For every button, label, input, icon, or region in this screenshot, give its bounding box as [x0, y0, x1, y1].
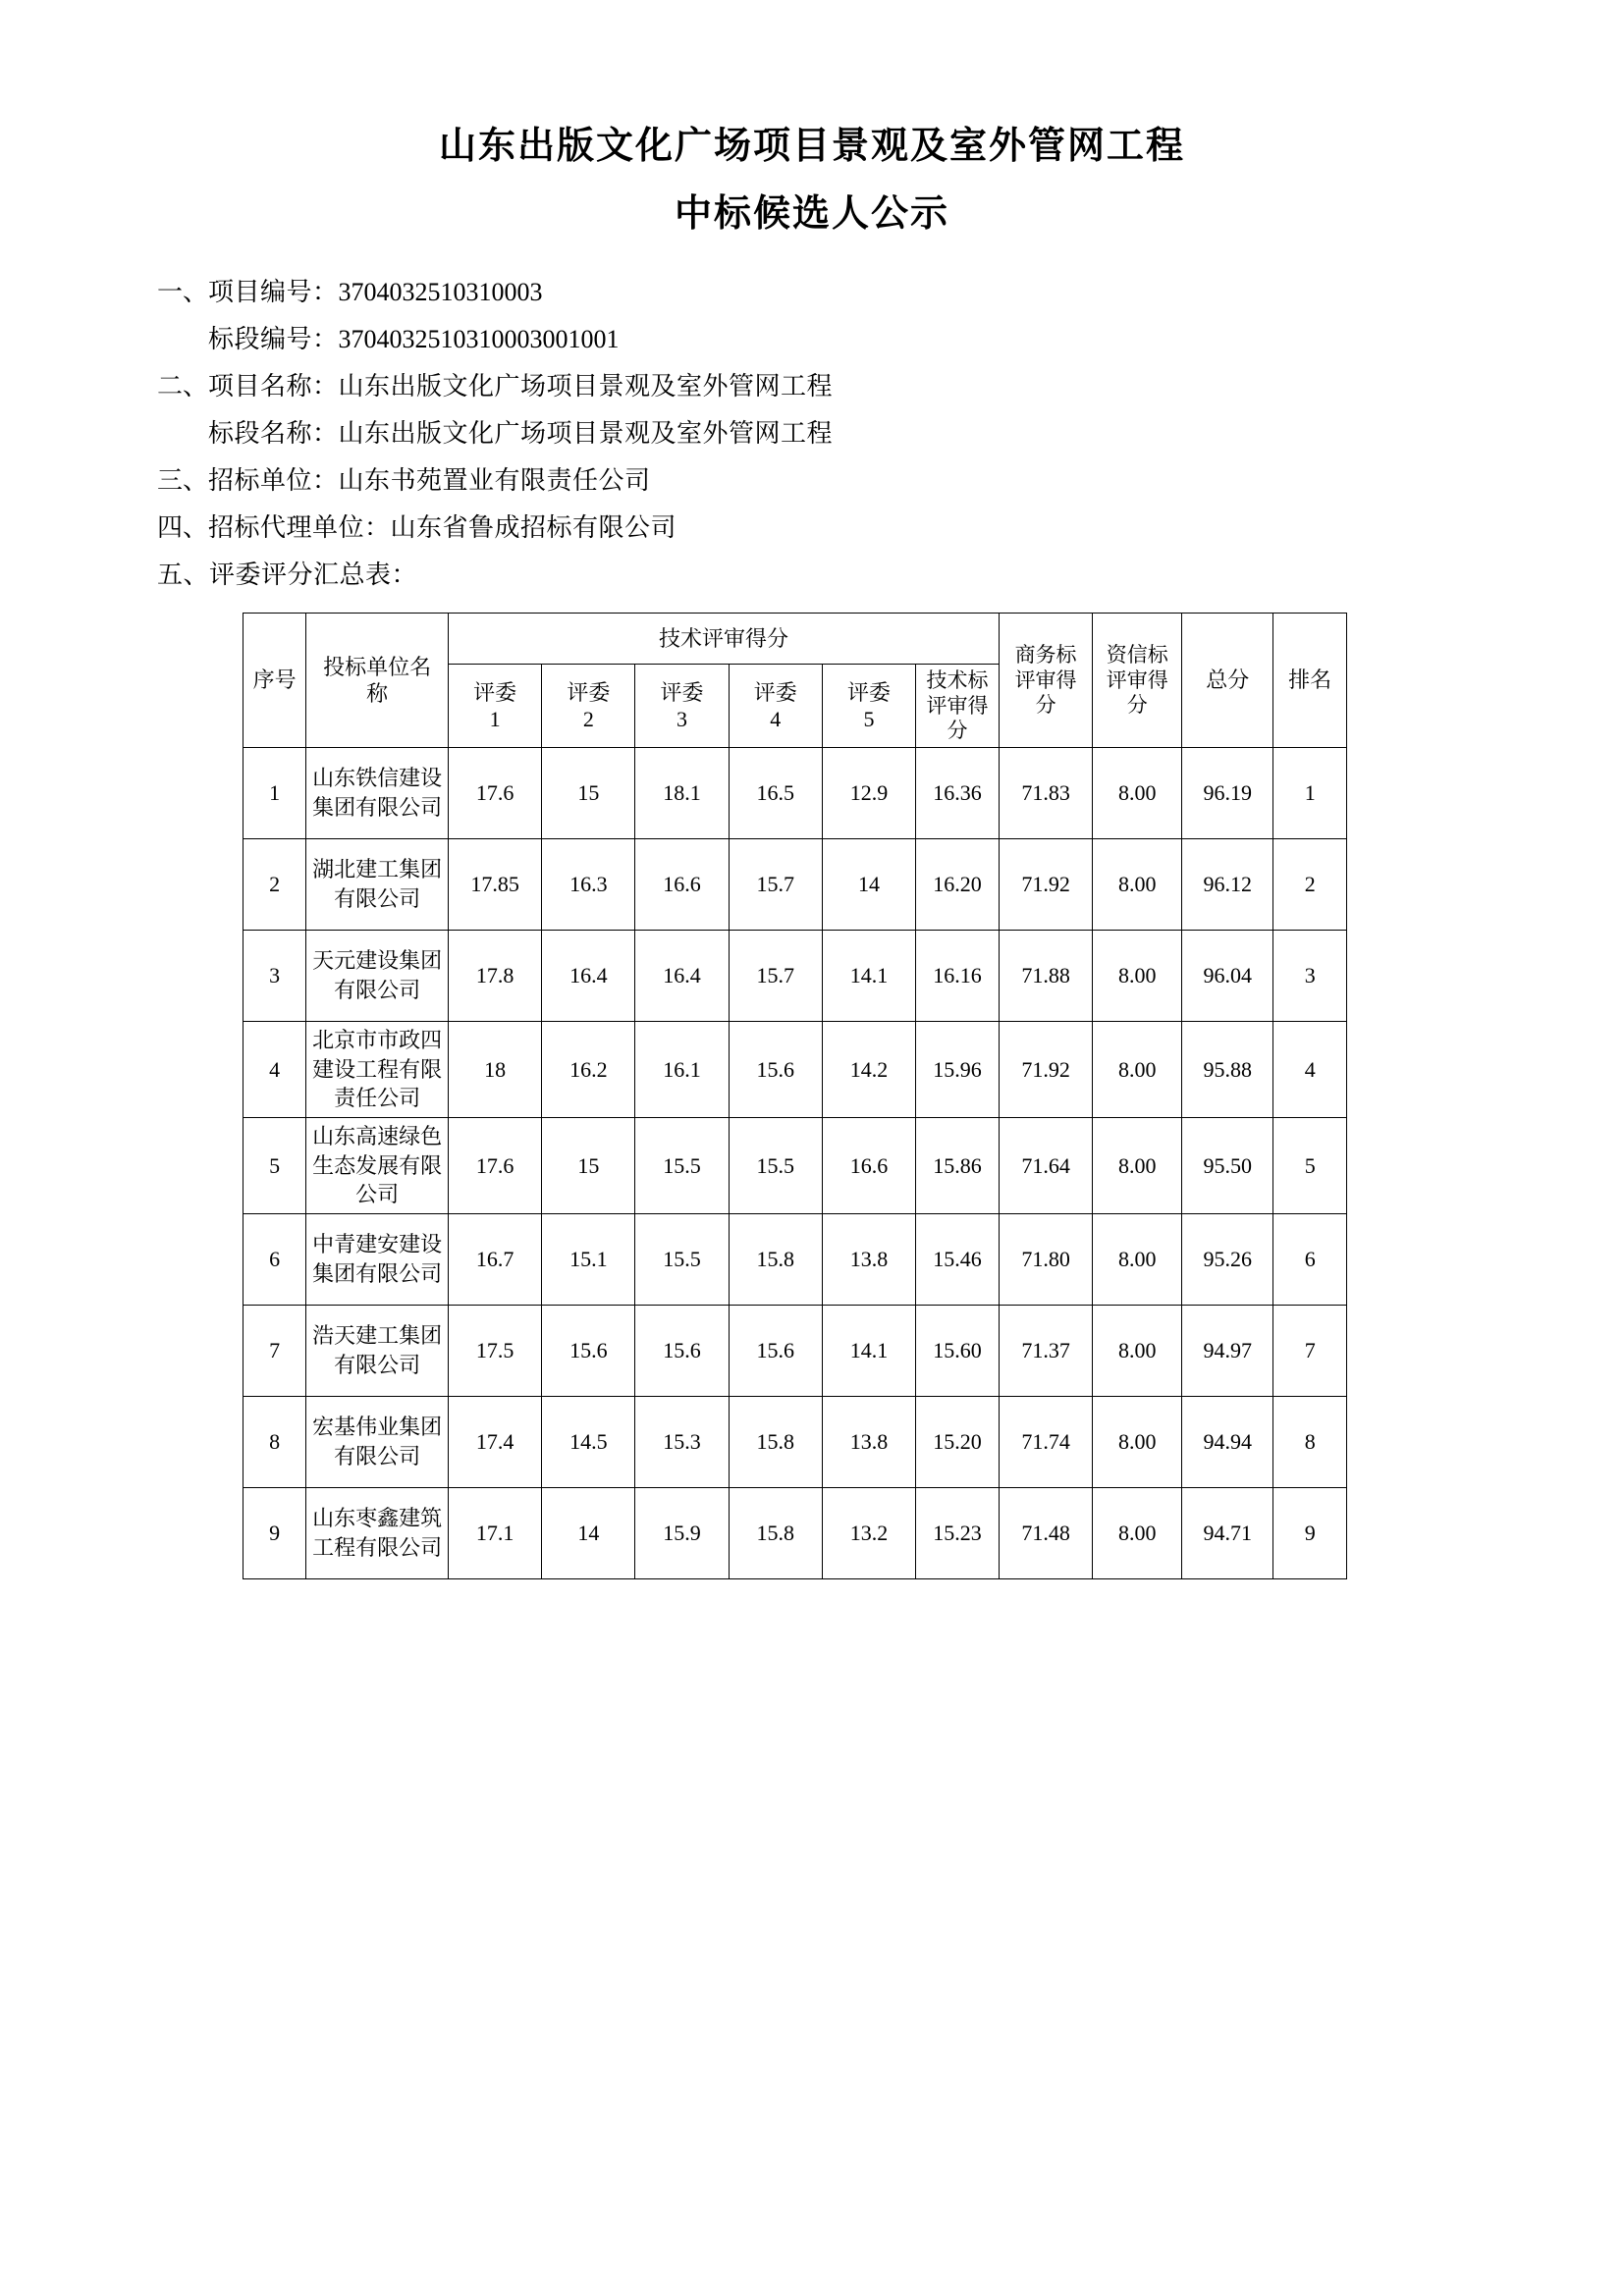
cell-seq: 3 — [244, 931, 306, 1022]
cell-rank: 9 — [1273, 1488, 1347, 1579]
table-row — [244, 1306, 1347, 1397]
cell-total: 95.50 — [1182, 1118, 1273, 1214]
cell-judge-1: 17.4 — [449, 1397, 542, 1488]
cell-total: 96.12 — [1182, 839, 1273, 931]
header-credit-score-line-2: 评审得 — [1106, 667, 1168, 692]
cell-judge-5: 14.1 — [822, 1306, 915, 1397]
cell-business-score: 71.48 — [999, 1488, 1092, 1579]
header-judge-3-line-2: 3 — [677, 707, 688, 732]
cell-business-score: 71.64 — [999, 1118, 1092, 1214]
cell-judge-2: 16.2 — [542, 1022, 635, 1118]
cell-business-score: 71.74 — [999, 1397, 1092, 1488]
info-row-score-table-heading — [157, 552, 1467, 599]
cell-judge-2: 16.3 — [542, 839, 635, 931]
cell-judge-1: 17.5 — [449, 1306, 542, 1397]
info-label-3: 项目名称： — [208, 371, 339, 400]
table-row — [244, 1214, 1347, 1306]
header-total: 总分 — [1182, 614, 1273, 748]
cell-judge-2: 15 — [542, 748, 635, 839]
info-row-project-number — [157, 269, 1467, 316]
info-value-6: 山东省鲁成招标有限公司 — [390, 513, 677, 543]
cell-rank: 5 — [1273, 1118, 1347, 1214]
header-tech-score-line-1: 技术标 — [926, 668, 989, 693]
cell-rank: 4 — [1273, 1022, 1347, 1118]
cell-tech-score: 15.60 — [916, 1306, 1000, 1397]
cell-judge-1: 16.7 — [449, 1214, 542, 1306]
header-tech-score — [916, 665, 1000, 748]
cell-business-score: 71.92 — [999, 839, 1092, 931]
header-business-score-line-2: 评审得 — [1014, 667, 1077, 692]
cell-credit-score: 8.00 — [1093, 839, 1182, 931]
header-business-score-line-3: 分 — [1035, 692, 1056, 717]
cell-bidder-name: 山东枣鑫建筑工程有限公司 — [306, 1488, 449, 1579]
table-header-row-1 — [244, 614, 1347, 665]
cell-judge-1: 17.6 — [449, 748, 542, 839]
info-label-7: 评委评分汇总表： — [209, 561, 418, 590]
header-tech-score-line-2: 评审得 — [926, 693, 989, 718]
title-line-1: 山东出版文化广场项目景观及室外管网工程 — [438, 126, 1185, 167]
cell-judge-4: 15.7 — [729, 931, 822, 1022]
cell-credit-score: 8.00 — [1093, 1118, 1182, 1214]
header-bidder-name-line-1: 投标单位名 — [323, 654, 432, 679]
table-row — [244, 1397, 1347, 1488]
header-credit-score-line-1: 资信标 — [1106, 643, 1168, 667]
cell-rank: 7 — [1273, 1306, 1347, 1397]
info-row-project-name — [157, 363, 1467, 410]
info-value-2: 3704032510310003001001 — [338, 324, 620, 353]
cell-seq: 7 — [244, 1306, 306, 1397]
info-label-2: 标段编号： — [208, 324, 339, 353]
cell-tech-score: 15.86 — [916, 1118, 1000, 1214]
header-judge-5-line-1: 评委 — [846, 679, 891, 705]
cell-judge-4: 16.5 — [729, 748, 822, 839]
header-credit-score — [1093, 614, 1182, 748]
cell-total: 95.88 — [1182, 1022, 1273, 1118]
cell-judge-3: 15.6 — [635, 1306, 729, 1397]
cell-judge-3: 16.6 — [635, 839, 729, 931]
cell-judge-5: 16.6 — [822, 1118, 915, 1214]
cell-bidder-name: 湖北建工集团有限公司 — [306, 839, 449, 931]
cell-business-score: 71.88 — [999, 931, 1092, 1022]
cell-judge-2: 15.6 — [542, 1306, 635, 1397]
cell-tech-score: 16.20 — [916, 839, 1000, 931]
info-lead-3: 二、 — [157, 371, 209, 400]
info-label-1: 项目编号： — [208, 277, 339, 306]
info-lead-7: 五、 — [157, 561, 210, 590]
cell-judge-2: 15 — [542, 1118, 635, 1214]
cell-credit-score: 8.00 — [1093, 1022, 1182, 1118]
cell-judge-4: 15.6 — [729, 1306, 822, 1397]
cell-rank: 1 — [1273, 748, 1347, 839]
cell-credit-score: 8.00 — [1093, 931, 1182, 1022]
cell-total: 96.19 — [1182, 748, 1273, 839]
cell-judge-4: 15.6 — [729, 1022, 822, 1118]
cell-bidder-name: 山东高速绿色生态发展有限公司 — [306, 1118, 449, 1214]
cell-bidder-name: 浩天建工集团有限公司 — [306, 1306, 449, 1397]
cell-seq: 6 — [244, 1214, 306, 1306]
table-header — [244, 614, 1347, 748]
info-value-4: 山东出版文化广场项目景观及室外管网工程 — [338, 419, 834, 449]
info-label-6: 招标代理单位： — [208, 513, 391, 543]
cell-total: 96.04 — [1182, 931, 1273, 1022]
cell-judge-1: 17.6 — [449, 1118, 542, 1214]
cell-rank: 6 — [1273, 1214, 1347, 1306]
header-rank: 排名 — [1273, 614, 1347, 748]
cell-bidder-name: 北京市市政四建设工程有限责任公司 — [306, 1022, 449, 1118]
header-credit-score-line-3: 分 — [1126, 692, 1148, 717]
table-row — [244, 839, 1347, 931]
header-judge-5-line-2: 5 — [863, 707, 875, 732]
header-business-score — [999, 614, 1092, 748]
info-row-section-number — [157, 316, 1467, 363]
info-value-5: 山东书苑置业有限责任公司 — [338, 466, 651, 496]
cell-total: 94.71 — [1182, 1488, 1273, 1579]
cell-bidder-name: 宏基伟业集团有限公司 — [306, 1397, 449, 1488]
cell-bidder-name: 中青建安建设集团有限公司 — [306, 1214, 449, 1306]
cell-seq: 9 — [244, 1488, 306, 1579]
header-judge-4-line-1: 评委 — [753, 679, 797, 705]
cell-bidder-name: 山东铁信建设集团有限公司 — [306, 748, 449, 839]
info-value-3: 山东出版文化广场项目景观及室外管网工程 — [338, 371, 834, 400]
cell-judge-3: 15.3 — [635, 1397, 729, 1488]
cell-judge-3: 16.4 — [635, 931, 729, 1022]
table-body — [244, 748, 1347, 1579]
cell-judge-2: 14 — [542, 1488, 635, 1579]
cell-judge-2: 15.1 — [542, 1214, 635, 1306]
header-judge-1-line-2: 1 — [489, 707, 501, 732]
header-bidder-name-line-2: 称 — [366, 681, 389, 707]
cell-judge-1: 18 — [449, 1022, 542, 1118]
header-judge-3-line-1: 评委 — [660, 679, 704, 705]
cell-rank: 2 — [1273, 839, 1347, 931]
table-row — [244, 1118, 1347, 1214]
header-bidder-name — [306, 614, 449, 748]
cell-judge-5: 12.9 — [822, 748, 915, 839]
cell-business-score: 71.80 — [999, 1214, 1092, 1306]
cell-judge-1: 17.1 — [449, 1488, 542, 1579]
header-judge-1 — [449, 665, 542, 748]
cell-judge-4: 15.8 — [729, 1214, 822, 1306]
project-info-block — [157, 269, 1467, 600]
table-row — [244, 1022, 1347, 1118]
title-line-2: 中标候选人公示 — [674, 192, 949, 235]
cell-tech-score: 15.20 — [916, 1397, 1000, 1488]
header-seq: 序号 — [244, 614, 306, 748]
cell-judge-4: 15.5 — [729, 1118, 822, 1214]
cell-business-score: 71.37 — [999, 1306, 1092, 1397]
cell-judge-4: 15.8 — [729, 1488, 822, 1579]
cell-judge-2: 16.4 — [542, 931, 635, 1022]
cell-judge-5: 13.8 — [822, 1214, 915, 1306]
info-row-section-name — [157, 410, 1467, 457]
table-row — [244, 1488, 1347, 1579]
cell-judge-4: 15.8 — [729, 1397, 822, 1488]
cell-rank: 8 — [1273, 1397, 1347, 1488]
cell-credit-score: 8.00 — [1093, 1488, 1182, 1579]
cell-tech-score: 15.23 — [916, 1488, 1000, 1579]
cell-rank: 3 — [1273, 931, 1347, 1022]
header-tech-group: 技术评审得分 — [449, 614, 1000, 665]
cell-judge-5: 13.8 — [822, 1397, 915, 1488]
score-summary-table — [243, 613, 1347, 1579]
cell-judge-4: 15.7 — [729, 839, 822, 931]
cell-credit-score: 8.00 — [1093, 748, 1182, 839]
cell-seq: 2 — [244, 839, 306, 931]
cell-credit-score: 8.00 — [1093, 1397, 1182, 1488]
cell-seq: 8 — [244, 1397, 306, 1488]
info-row-agency-unit — [157, 505, 1467, 552]
cell-judge-5: 14.1 — [822, 931, 915, 1022]
header-judge-1-line-1: 评委 — [473, 679, 517, 705]
cell-bidder-name: 天元建设集团有限公司 — [306, 931, 449, 1022]
cell-judge-5: 13.2 — [822, 1488, 915, 1579]
cell-tech-score: 16.16 — [916, 931, 1000, 1022]
cell-judge-3: 15.5 — [635, 1214, 729, 1306]
cell-business-score: 71.83 — [999, 748, 1092, 839]
cell-total: 95.26 — [1182, 1214, 1273, 1306]
cell-credit-score: 8.00 — [1093, 1214, 1182, 1306]
info-lead-6: 四、 — [157, 513, 209, 543]
header-judge-4 — [729, 665, 822, 748]
cell-tech-score: 15.96 — [916, 1022, 1000, 1118]
header-judge-2-line-2: 2 — [582, 707, 594, 732]
cell-total: 94.97 — [1182, 1306, 1273, 1397]
header-judge-4-line-2: 4 — [770, 707, 782, 732]
table-row — [244, 931, 1347, 1022]
header-business-score-line-1: 商务标 — [1014, 643, 1077, 667]
table-row — [244, 748, 1347, 839]
cell-judge-1: 17.85 — [449, 839, 542, 931]
cell-tech-score: 16.36 — [916, 748, 1000, 839]
info-lead-1: 一、 — [157, 277, 209, 306]
info-lead-5: 三、 — [157, 466, 209, 496]
cell-judge-5: 14.2 — [822, 1022, 915, 1118]
cell-judge-3: 15.5 — [635, 1118, 729, 1214]
cell-total: 94.94 — [1182, 1397, 1273, 1488]
cell-judge-3: 16.1 — [635, 1022, 729, 1118]
info-value-1: 3704032510310003 — [338, 277, 543, 306]
cell-judge-3: 18.1 — [635, 748, 729, 839]
cell-seq: 1 — [244, 748, 306, 839]
header-tech-score-line-3: 分 — [947, 718, 968, 742]
page-title — [157, 118, 1467, 243]
cell-judge-1: 17.8 — [449, 931, 542, 1022]
header-judge-5 — [822, 665, 915, 748]
cell-seq: 5 — [244, 1118, 306, 1214]
cell-tech-score: 15.46 — [916, 1214, 1000, 1306]
info-label-5: 招标单位： — [208, 466, 339, 496]
cell-judge-3: 15.9 — [635, 1488, 729, 1579]
cell-seq: 4 — [244, 1022, 306, 1118]
info-label-4: 标段名称： — [208, 419, 339, 449]
cell-judge-2: 14.5 — [542, 1397, 635, 1488]
header-judge-2 — [542, 665, 635, 748]
header-judge-2-line-1: 评委 — [567, 679, 611, 705]
header-judge-3 — [635, 665, 729, 748]
cell-credit-score: 8.00 — [1093, 1306, 1182, 1397]
cell-judge-5: 14 — [822, 839, 915, 931]
info-row-tender-unit — [157, 457, 1467, 505]
cell-business-score: 71.92 — [999, 1022, 1092, 1118]
